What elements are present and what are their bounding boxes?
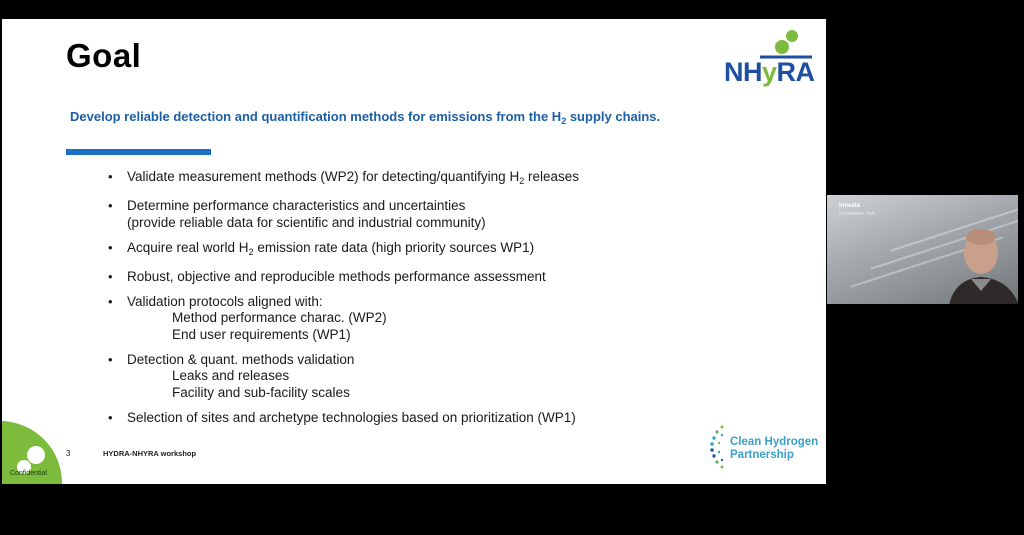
bullet-dot: •: [108, 351, 113, 367]
bullet-dot: •: [108, 409, 113, 425]
webcam-feed[interactable]: [827, 195, 1018, 304]
bullet-item: [108, 269, 748, 286]
page-number: 3: [66, 449, 71, 458]
partner-name-line2: Partnership: [730, 449, 794, 461]
bullet-item: [108, 410, 748, 427]
slide-subtitle: Develop reliable detection and quantification methods for emissions from the $H_2$ supply chains.: [70, 109, 661, 126]
bullet-text: Validation protocols aligned with:: [127, 293, 323, 309]
bullet-subitem: Facility and sub-facility scales: [172, 384, 350, 400]
bullet-item: [108, 352, 748, 402]
presentation-slide: [2, 19, 826, 484]
partner-name-line1: Clean Hydrogen: [730, 436, 819, 448]
bullet-text: Detection & quant. methods validation: [127, 351, 355, 367]
molecule-icon: [720, 27, 820, 61]
dotted-arc-icon: [708, 421, 732, 473]
bullet-text: Validate measurement methods (WP2) for detecting/quantifying $H_2$ releases: [127, 169, 579, 186]
bullet-text: Acquire real world $H_2$ emission rate data (high priority sources WP1): [127, 239, 535, 257]
bullet-dot: •: [108, 239, 113, 255]
bullet-list: [108, 169, 748, 435]
bullet-dot: •: [108, 169, 113, 184]
bullet-subitem: Method performance charac. (WP2): [172, 310, 387, 325]
bullet-text: Determine performance characteristics and uncertainties: [127, 198, 466, 213]
accent-bar: [66, 149, 211, 155]
workshop-label: HYDRA-NHYRA workshop: [103, 449, 197, 458]
webcam-subtitle: innovation hub: [839, 211, 875, 217]
webcam-brand: innexta: [839, 203, 861, 209]
bullet-subitem: End user requirements (WP1): [172, 326, 351, 342]
logo-wordmark: NHyRA: [724, 57, 815, 87]
bullet-item: [108, 169, 748, 190]
speaker-figure: [945, 225, 1018, 304]
bullet-text: (provide reliable data for scientific and industrial community): [127, 214, 486, 230]
bullet-item: [108, 198, 748, 231]
bullet-text: Robust, objective and reproducible methods performance assessment: [127, 268, 546, 284]
bullet-dot: •: [108, 293, 113, 309]
confidential-label: Confidential: [10, 470, 47, 477]
bullet-dot: •: [108, 198, 113, 213]
nhyra-logo: [720, 27, 820, 91]
bullet-subitem: Leaks and releases: [172, 368, 290, 383]
slide-title: Goal: [66, 37, 142, 74]
clean-hydrogen-partnership-logo: [708, 419, 826, 475]
bullet-dot: •: [108, 268, 113, 284]
bullet-item: [108, 294, 748, 344]
bullet-text: Selection of sites and archetype technologies based on prioritization (WP1): [127, 409, 576, 425]
bullet-item: [108, 240, 748, 261]
